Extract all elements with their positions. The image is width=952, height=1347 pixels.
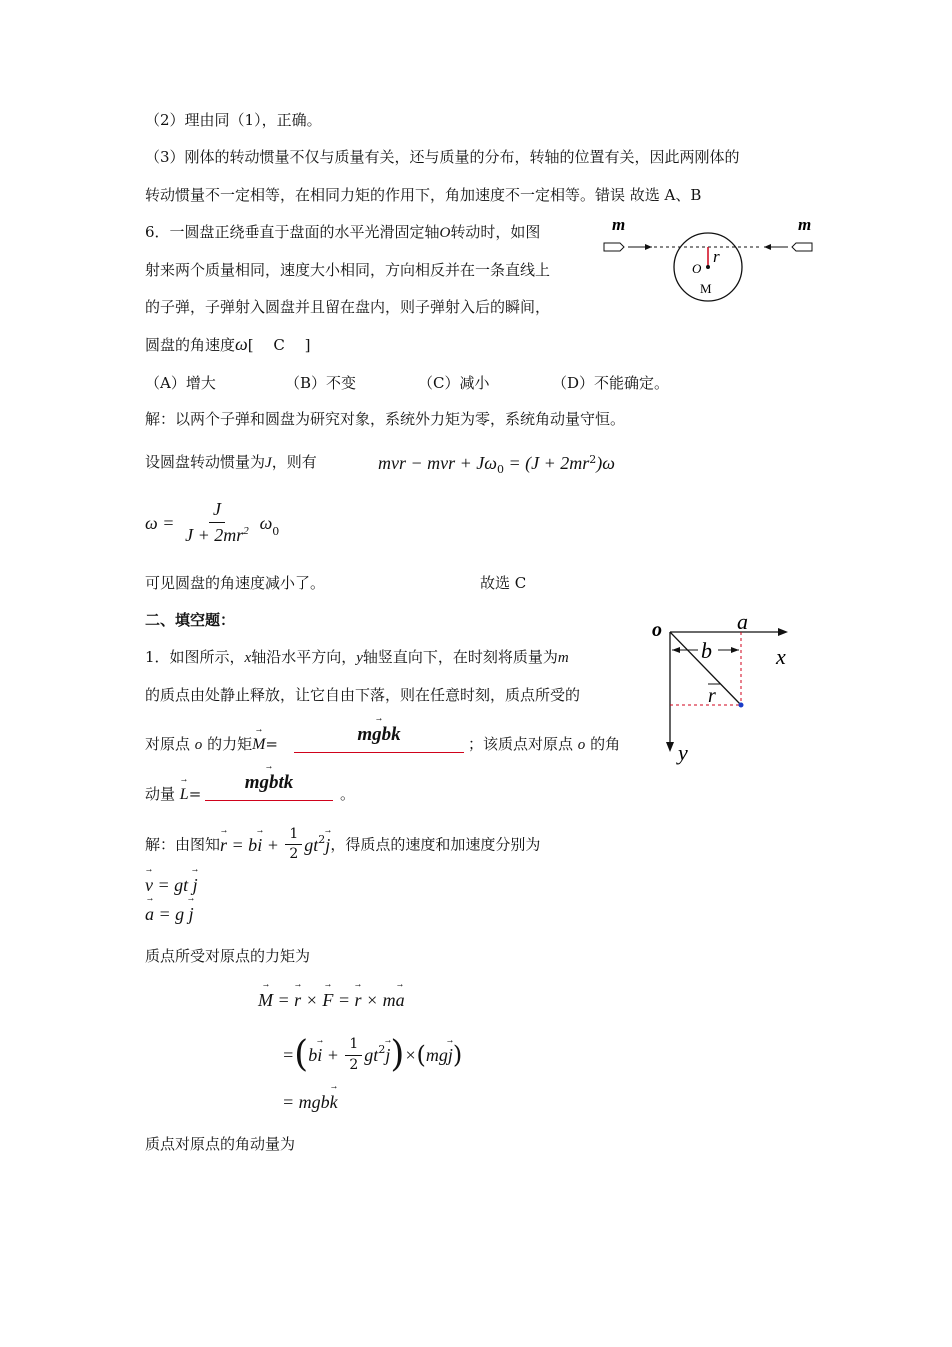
option-c: （C）减小 <box>418 374 490 392</box>
question-6-line-3: 的子弹，子弹射入圆盘并且留在盘内，则子弹射入后的瞬间， <box>145 298 551 316</box>
blank-angular-momentum-answer[interactable]: → mgbtk <box>205 772 333 801</box>
torque-heading: 质点所受对原点的力矩为 <box>145 947 311 965</box>
fraction-omega: $\frac{J}{J + 2mr^2}$ <box>185 499 249 545</box>
axis-label: O <box>692 261 702 276</box>
acceleration-equation: → a = g → j <box>145 904 194 925</box>
point-a-label: a <box>737 609 748 634</box>
solution-line-2: 设圆盘转动惯量为J，则有 <box>145 453 317 471</box>
question-6-line-4: 圆盘的角速度ω[ C ] <box>145 334 311 354</box>
conclusion-answer: 故选 C <box>480 574 527 592</box>
origin-label: o <box>652 619 662 641</box>
conclusion: 可见圆盘的角速度减小了。 <box>145 574 326 592</box>
right-bullet <box>792 243 812 251</box>
solution-2-line-1: 解：由图知→ r = b→ i + $\frac{1}{2}$ $gt^2\to j$，得质点的速度和加速度分别为 <box>145 827 540 863</box>
fill-1-line-3b: ；该质点对原点 o 的角 <box>468 735 621 753</box>
r-vector-label: r <box>708 685 716 707</box>
torque-equation-1: → M = → r × → F = → r × m→ a <box>258 990 405 1011</box>
particle <box>739 703 744 708</box>
x-axis-label: x <box>776 644 786 669</box>
blank-torque-answer[interactable]: → mgbk <box>294 724 464 753</box>
radius-label: r <box>713 247 720 266</box>
torque-equation-3: = mgb→ k <box>282 1092 338 1113</box>
b-label: b <box>701 638 712 663</box>
solution-line-1: 解：以两个子弹和圆盘为研究对象，系统外力矩为零，系统角动量守恒。 <box>145 410 626 428</box>
bullet-mass-right-label: m <box>798 215 812 234</box>
fill-1-line-2: 的质点由处静止释放，让它自由下落，则在任意时刻，质点所受的 <box>145 686 581 704</box>
option-b: （B）不变 <box>285 374 357 392</box>
text-line-1: （2）理由同（1），正确。 <box>145 111 322 129</box>
fill-1-line-1: 1．如图所示，x轴沿水平方向，y轴竖直向下，在时刻将质量为m <box>145 648 569 666</box>
option-d: （D）不能确定。 <box>552 374 670 392</box>
angular-momentum-heading: 质点对原点的角动量为 <box>145 1135 296 1153</box>
answer-bracket: [ C ] <box>247 336 311 354</box>
text-line-2: （3）刚体的转动惯量不仅与质量有关，还与质量的分布，转轴的位置有关，因此两刚体的 <box>145 148 740 166</box>
equation-2: ω = $\frac{J}{J + 2mr^2}$ $\omega_0$ <box>145 499 280 545</box>
fill-1-line-3: 对原点 o 的力矩→ M= <box>145 734 278 755</box>
text-line-3: 转动惯量不一定相等，在相同力矩的作用下，角加速度不一定相等。错误 故选 A、B <box>145 186 702 204</box>
axis-point <box>706 265 710 269</box>
y-axis-label: y <box>678 740 688 765</box>
disk-bullet-figure <box>598 212 828 302</box>
option-a: （A）增大 <box>145 374 216 392</box>
velocity-equation: → v = gt → j <box>145 875 198 896</box>
fill-1-line-4: 动量 → L= <box>145 784 201 805</box>
disk-mass-label: M <box>700 281 712 296</box>
section-heading: 二、填空题： <box>145 611 236 629</box>
question-6-line-1: 6．一圆盘正绕垂直于盘面的水平光滑固定轴O转动时，如图 <box>145 223 541 241</box>
coordinate-figure <box>648 609 798 765</box>
left-bullet <box>604 243 624 251</box>
fill-1-line-4-end: 。 <box>340 785 356 803</box>
question-6-line-2: 射来两个质量相同，速度大小相同，方向相反并在一条直线上 <box>145 261 551 279</box>
torque-equation-2: =(b→ i + $\frac{1}{2}$ $gt^2\to j)\times(mg\to j)$ <box>282 1037 462 1073</box>
bullet-mass-left-label: m <box>612 215 626 234</box>
equation-1: mvr − mvr + $J\omega_0 = (J + 2mr^2)\omega$ <box>378 453 615 476</box>
